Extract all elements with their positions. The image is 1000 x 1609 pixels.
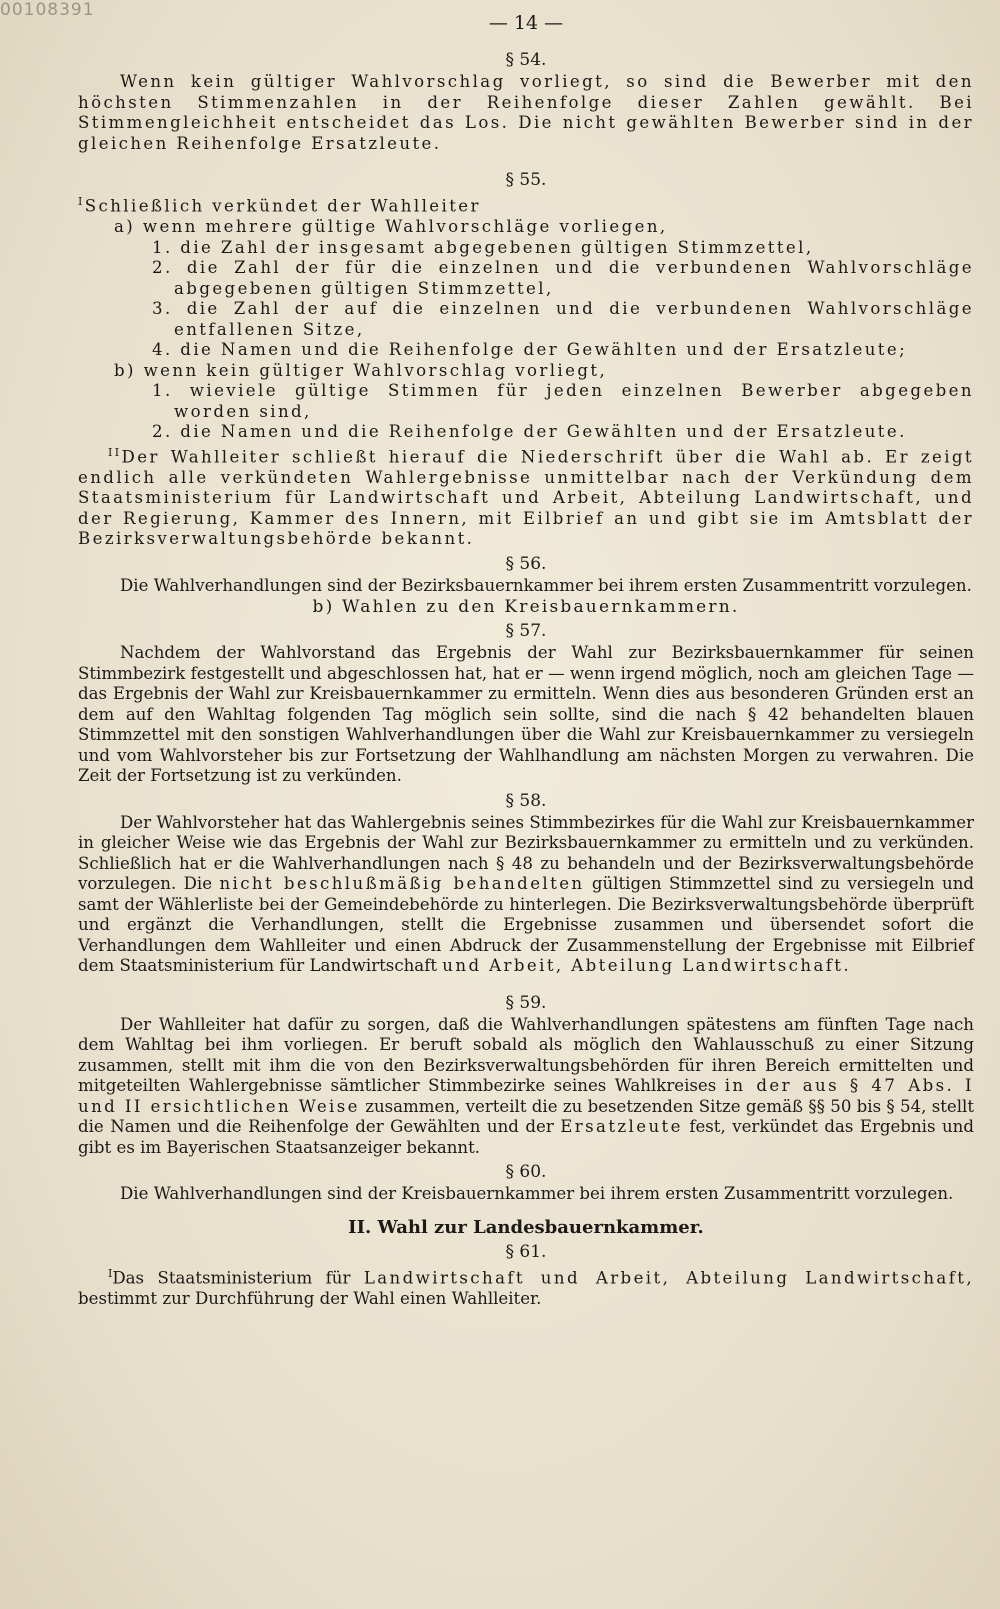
section-58-part-b: gültigen Stimmzettel sind zu versiegeln und samt der Wählerliste bei der Gemeindebehörde zu hinterlegen. Die Bezirksverwaltungsbehörde überprüft und ergänzt die Verhandlungen, stellt die Ergebnisse zusammen und übersendet sofort die Verhandlungen dem Wahlleiter und einen Abdruck der Zusammenstellung der Ergebnisse mit Eilbrief dem Staatsministerium für Landwirtschaft bbox=[78, 874, 975, 976]
section-57-text: Nachdem der Wahlvorstand das Ergebnis der Wahl zur Bezirksbauernkammer für seinen Stimmbezirk festgestellt und abgeschlossen hat, hat er — wenn irgend möglich, noch am gleichen Tage — das Ergebnis der Wahl zur Kreisbauernkammer zu ermitteln. Wenn dies aus besonderen Gründen erst an dem auf den Wahltag folgenden Tag möglich sein sollte, sind die nach § 42 behandelten blauen Stimmzettel mit den sonstigen Wahlverhandlungen über die Wahl zur Kreisbauernkammer zu versiegeln und vom Wahlvorsteher bis zur Fortsetzung der Wahlhandlung am nächsten Morgen zu verwahren. Die Zeit der Fortsetzung ist zu verkünden. bbox=[78, 643, 974, 786]
section-55-a3: 3. die Zahl der auf die einzelnen und die verbundenen Wahlvorschläge entfallenen Sitze, bbox=[152, 299, 974, 339]
section-61-part-a: Das Staatsministerium für bbox=[112, 1268, 351, 1288]
section-60-text: Die Wahlverhandlungen sind der Kreisbauernkammer bei ihrem ersten Zusammentritt vorzulegen. bbox=[120, 1184, 954, 1204]
section-59-title: § 59. bbox=[505, 992, 547, 1013]
section-59-text bbox=[78, 1015, 974, 1159]
section-61-part-b: bestimmt zur Durchführung der Wahl einen Wahlleiter. bbox=[78, 1288, 542, 1308]
paragraph-marker: I bbox=[108, 1266, 113, 1280]
section-54-title: § 54. bbox=[505, 50, 547, 70]
subheading-b: b) Wahlen zu den Kreisbauernkammern. bbox=[312, 597, 740, 618]
section-55-a4: 4. die Namen und die Reihenfolge der Gewählten und der Ersatzleute; bbox=[152, 340, 908, 360]
section-55-title: § 55. bbox=[505, 170, 547, 190]
section-59-part-b: zusammen, verteilt die zu besetzenden Sitze gemäß §§ 50 bis § 54, stellt die Namen und die Reihenfolge der Gewählten und der bbox=[78, 1096, 974, 1137]
section-55-a1: 1. die Zahl der insgesamt abgegebenen gültigen Stimmzettel, bbox=[152, 237, 814, 257]
section-55-intro bbox=[78, 192, 974, 217]
section-61-spaced: Landwirtschaft und Arbeit, Abteilung Landwirtschaft, bbox=[363, 1268, 975, 1288]
section-60-title: § 60. bbox=[505, 1162, 547, 1183]
section-59-spaced: in der aus § 47 Abs. I und II ersichtlichen Weise bbox=[78, 1076, 974, 1116]
section-55-b1: 1. wieviele gültige Stimmen für jeden einzelnen Bewerber abgegeben worden sind, bbox=[152, 381, 974, 421]
section-56-text: Die Wahlverhandlungen sind der Bezirksbauernkammer bei ihrem ersten Zusammentritt vorzulegen. bbox=[120, 575, 972, 595]
section-55-text2 bbox=[78, 443, 974, 550]
section-58-part-a: Der Wahlvorsteher hat das Wahlergebnis seines Stimmbezirkes für die Wahl zur Kreisbauernkammer in gleicher Weise wie das Ergebnis der Wahl zur Bezirksbauernkammer zu ermitteln und zu verkünden. Schließlich hat er die Wahlverhandlungen nach § 48 zu behandeln und der Bezirksverwaltungsbehörde vorzulegen. Die bbox=[78, 812, 974, 894]
section-55-a2: 2. die Zahl der für die einzelnen und die verbundenen Wahlvorschläge abgegebenen gültigen Stimmzettel, bbox=[152, 258, 974, 298]
section-59-part-a: Der Wahlleiter hat dafür zu sorgen, daß die Wahlverhandlungen spätestens am fünften Tage nach dem Wahltag bei ihm vorliegen. Er beruft sobald als möglich den Wahlausschuß zu einer Sitzung zusammen, stellt mit ihm die von den Bezirksverwaltungsbehörden für ihren Bereich ermittelten und mitgeteilten Wahlergebnisse sämtlicher Stimmbezirke seines Wahlkreises bbox=[78, 1014, 974, 1096]
archive-stamp: 00108391 bbox=[0, 0, 95, 20]
section-55-intro-text: Schließlich verkündet der Wahlleiter bbox=[84, 196, 481, 216]
paragraph-marker: II bbox=[108, 445, 122, 459]
section-55-b-label: b) wenn kein gültiger Wahlvorschlag vorliegt, bbox=[114, 360, 608, 380]
page-number: — 14 — bbox=[488, 12, 564, 34]
section-59-spaced2: Ersatzleute bbox=[560, 1117, 683, 1137]
section-55-text2-body: Der Wahlleiter schließt hierauf die Niederschrift über die Wahl ab. Er zeigt endlich alle verkündeten Wahlergebnisse unmittelbar nach der Verkündung dem Staatsministerium für Landwirtschaft und Arbeit, Abteilung Landwirtschaft, und der Regierung, Kammer des Innern, mit Eilbrief an und gibt sie im Amtsblatt der Bezirksverwaltungsbehörde bekannt. bbox=[78, 447, 974, 549]
section-59-part-c: fest, verkündet das Ergebnis und gibt es im Bayerischen Staatsanzeiger bekannt. bbox=[78, 1117, 974, 1157]
paragraph-marker: I bbox=[78, 195, 85, 208]
section-57-title: § 57. bbox=[505, 621, 547, 642]
section-58-spaced: nicht beschlußmäßig behandelten bbox=[219, 874, 585, 894]
section-56-title: § 56. bbox=[505, 553, 547, 574]
section-58-title: § 58. bbox=[505, 790, 547, 811]
heading-part-II: II. Wahl zur Landesbauernkammer. bbox=[348, 1216, 704, 1238]
section-61-text bbox=[78, 1264, 974, 1310]
section-58-text bbox=[78, 813, 974, 977]
section-55-b2: 2. die Namen und die Reihenfolge der Gewählten und der Ersatzleute. bbox=[152, 422, 907, 442]
section-61-title: § 61. bbox=[505, 1241, 547, 1262]
section-55-a-label: a) wenn mehrere gültige Wahlvorschläge vorliegen, bbox=[114, 217, 668, 237]
section-58-part-c: und Arbeit, Abteilung Landwirtschaft. bbox=[442, 956, 852, 976]
section-54-text: Wenn kein gültiger Wahlvorschlag vorliegt, so sind die Bewerber mit den höchsten Stimmenzahlen in der Reihenfolge dieser Zahlen gewählt. Bei Stimmengleichheit entscheidet das Los. Die nicht gewählten Bewerber sind in der gleichen Reihenfolge Ersatzleute. bbox=[78, 72, 974, 153]
